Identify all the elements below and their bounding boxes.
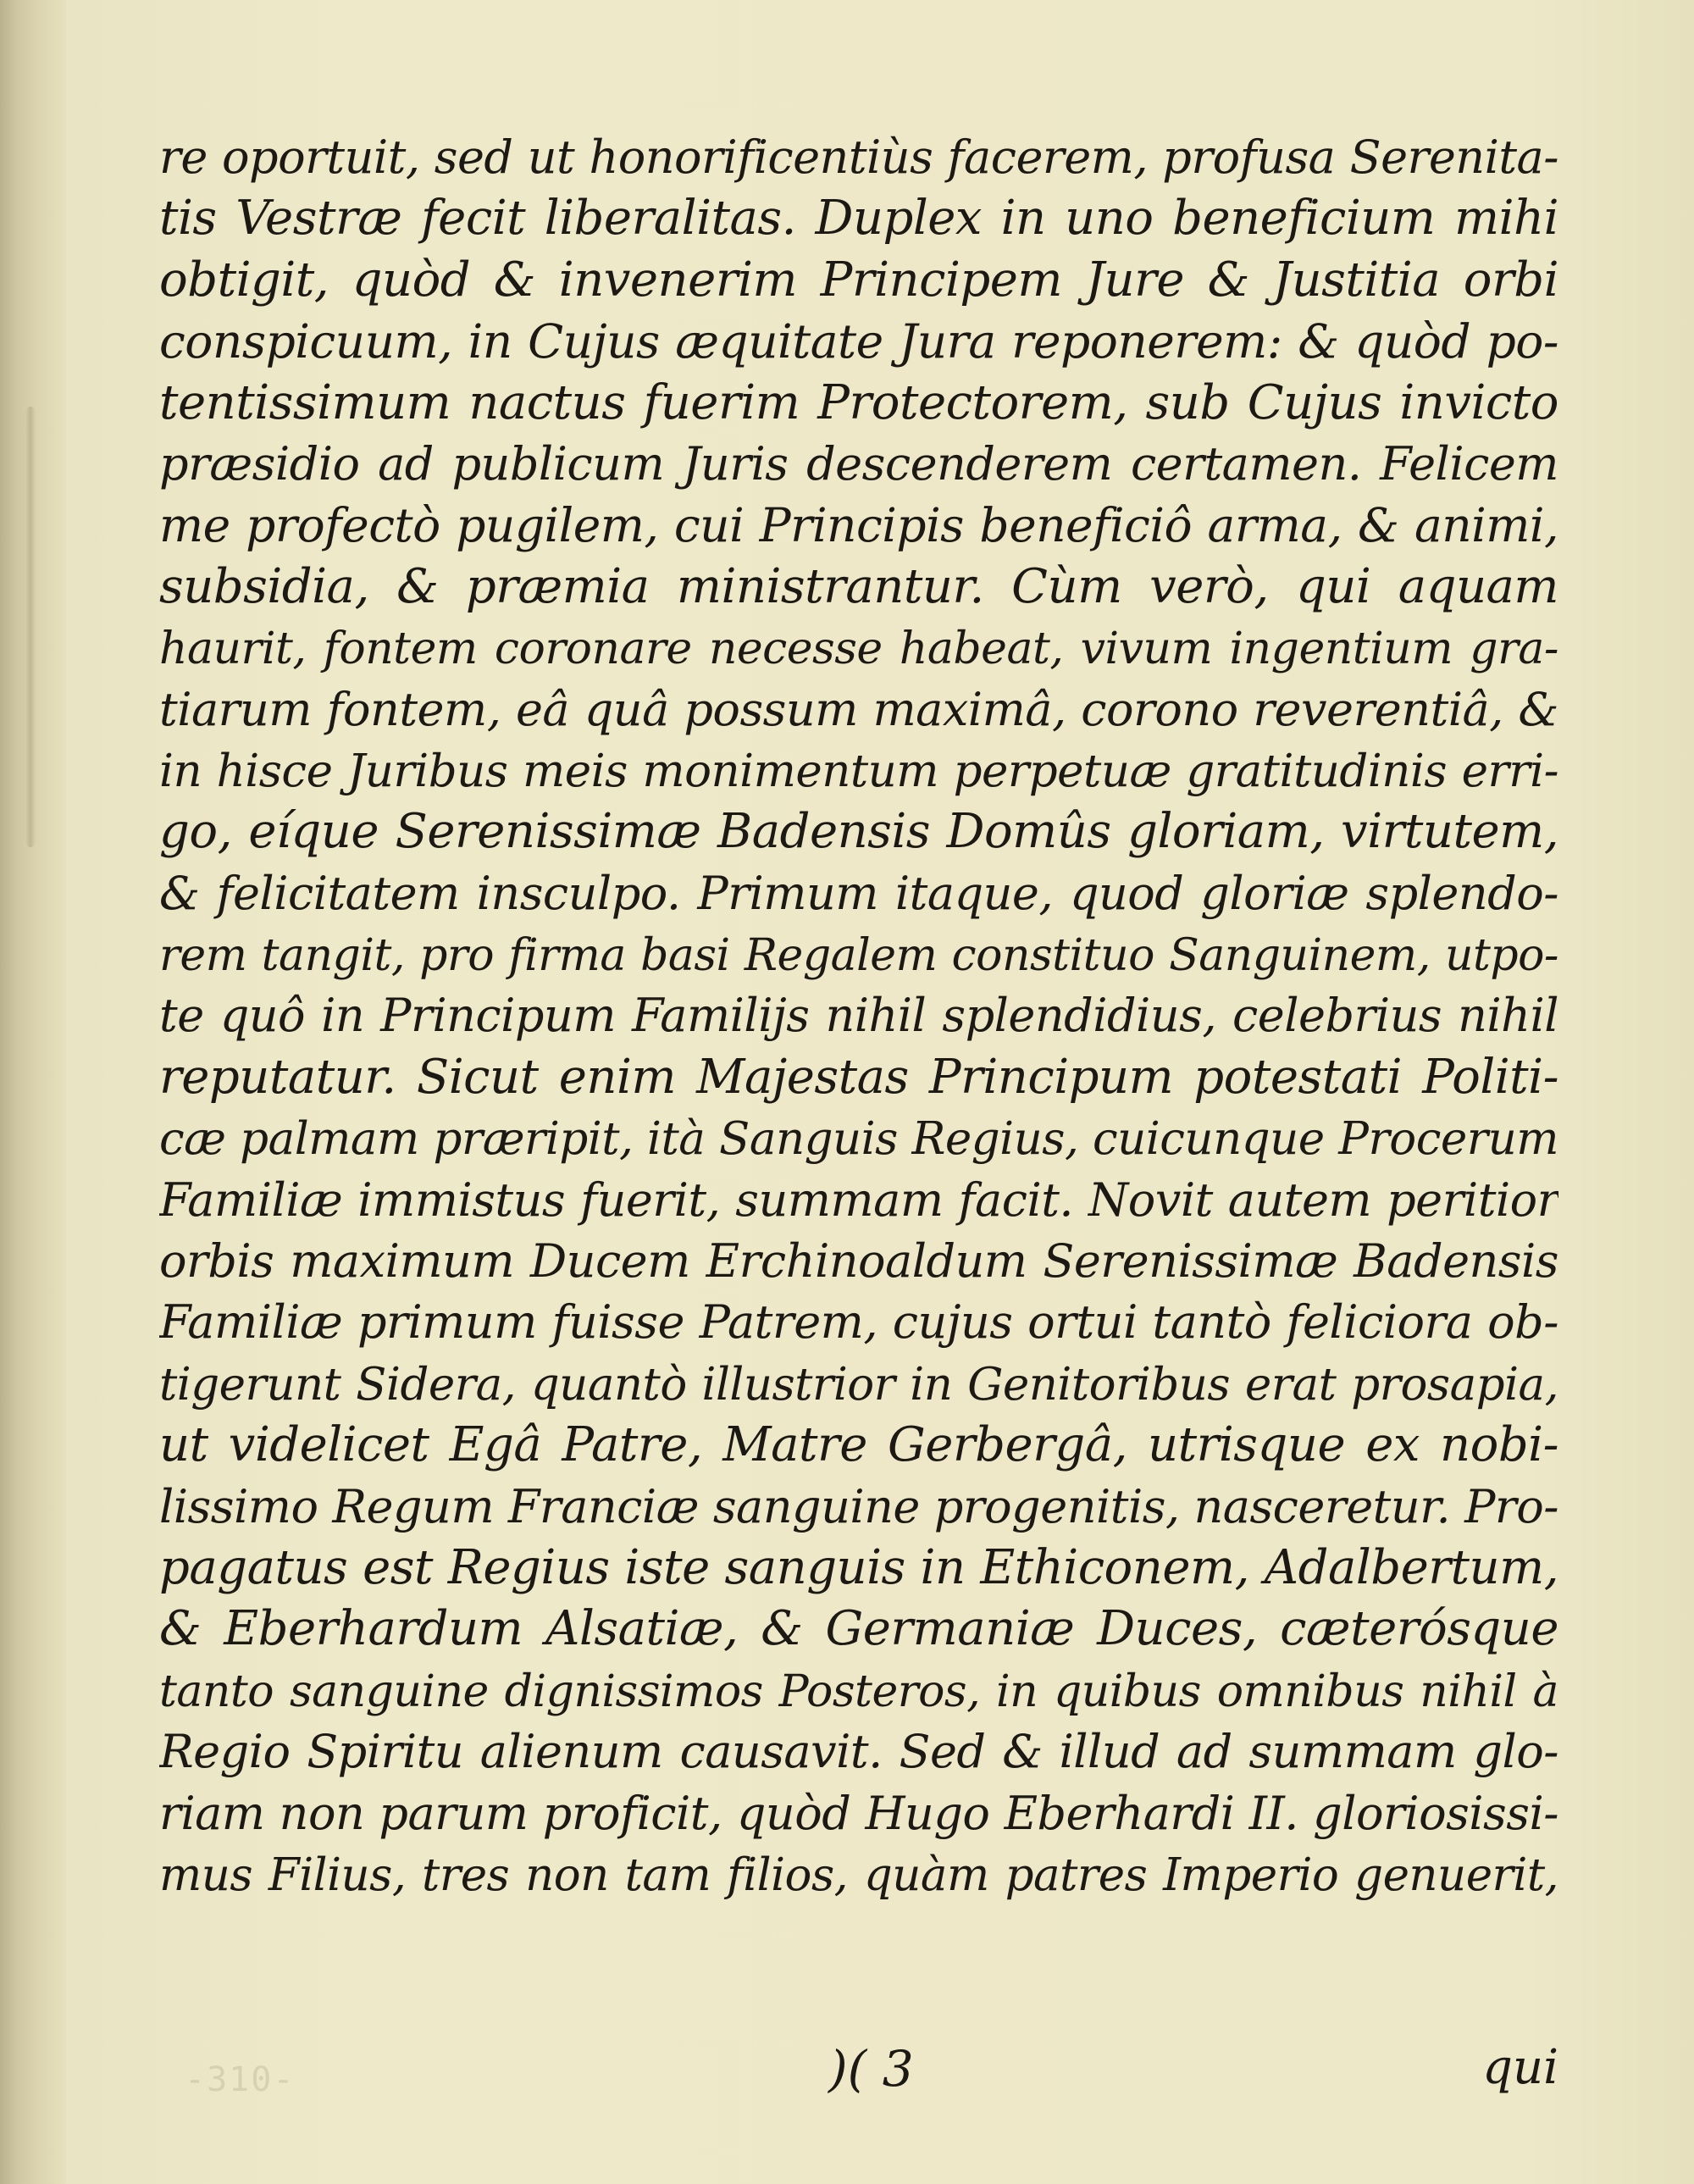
text-line: me profectò pugilem, cui Principis beneficiô arma, & animi, <box>159 498 1558 553</box>
text-line: tentissimum nactus fuerim Protectorem, sub Cujus invicto <box>159 374 1558 430</box>
text-line: præsidio ad publicum Juris descenderem certamen. Felicem <box>159 436 1558 491</box>
text-line: & Eberhardum Alsatiæ, & Germaniæ Duces, cæterósque <box>159 1601 1558 1657</box>
text-line: lissimo Regum Franciæ sanguine progenitis, nasceretur. Pro- <box>159 1479 1558 1533</box>
text-line: obtigit, quòd & invenerim Principem Jure & Justitia orbi <box>159 252 1558 308</box>
text-line: reputatur. Sicut enim Majestas Principum potestati Politi- <box>159 1049 1558 1105</box>
text-line: & felicitatem insculpo. Primum itaque, quod gloriæ splendo- <box>159 866 1558 920</box>
text-line: Regio Spiritu alienum causavit. Sed & illud ad summam glo- <box>159 1725 1558 1779</box>
text-line: riam non parum proficit, quòd Hugo Eberhardi II. gloriosissi- <box>159 1786 1558 1840</box>
text-line: orbis maximum Ducem Erchinoaldum Serenissimæ Badensis <box>159 1234 1558 1289</box>
text-line: haurit, fontem coronare necesse habeat, vivum ingentium gra- <box>159 624 1558 675</box>
text-line: tigerunt Sidera, quantò illustrior in Genitoribus erat prosapia, <box>159 1358 1558 1411</box>
page-footer <box>159 2040 1558 2108</box>
text-line: re oportuit, sed ut honorificentiùs facerem, profusa Serenita- <box>159 130 1558 184</box>
text-line: rem tangit, pro firma basi Regalem constituo Sanguinem, utpo- <box>159 930 1558 982</box>
text-line: conspicuum, in Cujus æquitate Jura reponerem: & quòd po- <box>159 314 1558 369</box>
text-line: Familiæ immistus fuerit, summam facit. Novit autem peritior <box>159 1172 1558 1227</box>
text-line: subsidia, & præmia ministrantur. Cùm verò, qui aquam <box>159 558 1558 614</box>
signature-mark: )( 3 <box>828 2040 914 2098</box>
text-line: pagatus est Regius iste sanguis in Ethiconem, Adalbertum, <box>159 1539 1558 1595</box>
text-line: te quô in Principum Familijs nihil splendidius, celebrius nihil <box>159 989 1558 1043</box>
text-line: tiarum fontem, eâ quâ possum maximâ, corono reverentiâ, & <box>159 682 1558 736</box>
text-line: tis Vestræ fecit liberalitas. Duplex in uno beneficium mihi <box>159 191 1558 247</box>
text-line: cæ palmam præripit, ità Sanguis Regius, cuicunque Procerum <box>159 1113 1558 1166</box>
text-line: Familiæ primum fuisse Patrem, cujus ortui tantò feliciora ob- <box>159 1295 1558 1350</box>
binding-crease <box>25 407 36 847</box>
text-line: tanto sanguine dignissimos Posteros, in quibus omnibus nihil à <box>159 1666 1558 1717</box>
text-line: mus Filius, tres non tam filios, quàm patres Imperio genuerit, <box>159 1849 1558 1901</box>
body-text <box>159 127 1558 1905</box>
text-line: ut videlicet Egâ Patre, Matre Gerbergâ, utrisque ex nobi- <box>159 1417 1558 1473</box>
binding-edge <box>0 0 66 2184</box>
bleed-through-mark: -310- <box>185 2060 296 2099</box>
text-line: in hisce Juribus meis monimentum perpetuæ gratitudinis erri- <box>159 745 1558 797</box>
text-line: go, eíque Serenissimæ Badensis Domûs gloriam, virtutem, <box>159 804 1558 860</box>
catchword: qui <box>1482 2040 1558 2095</box>
